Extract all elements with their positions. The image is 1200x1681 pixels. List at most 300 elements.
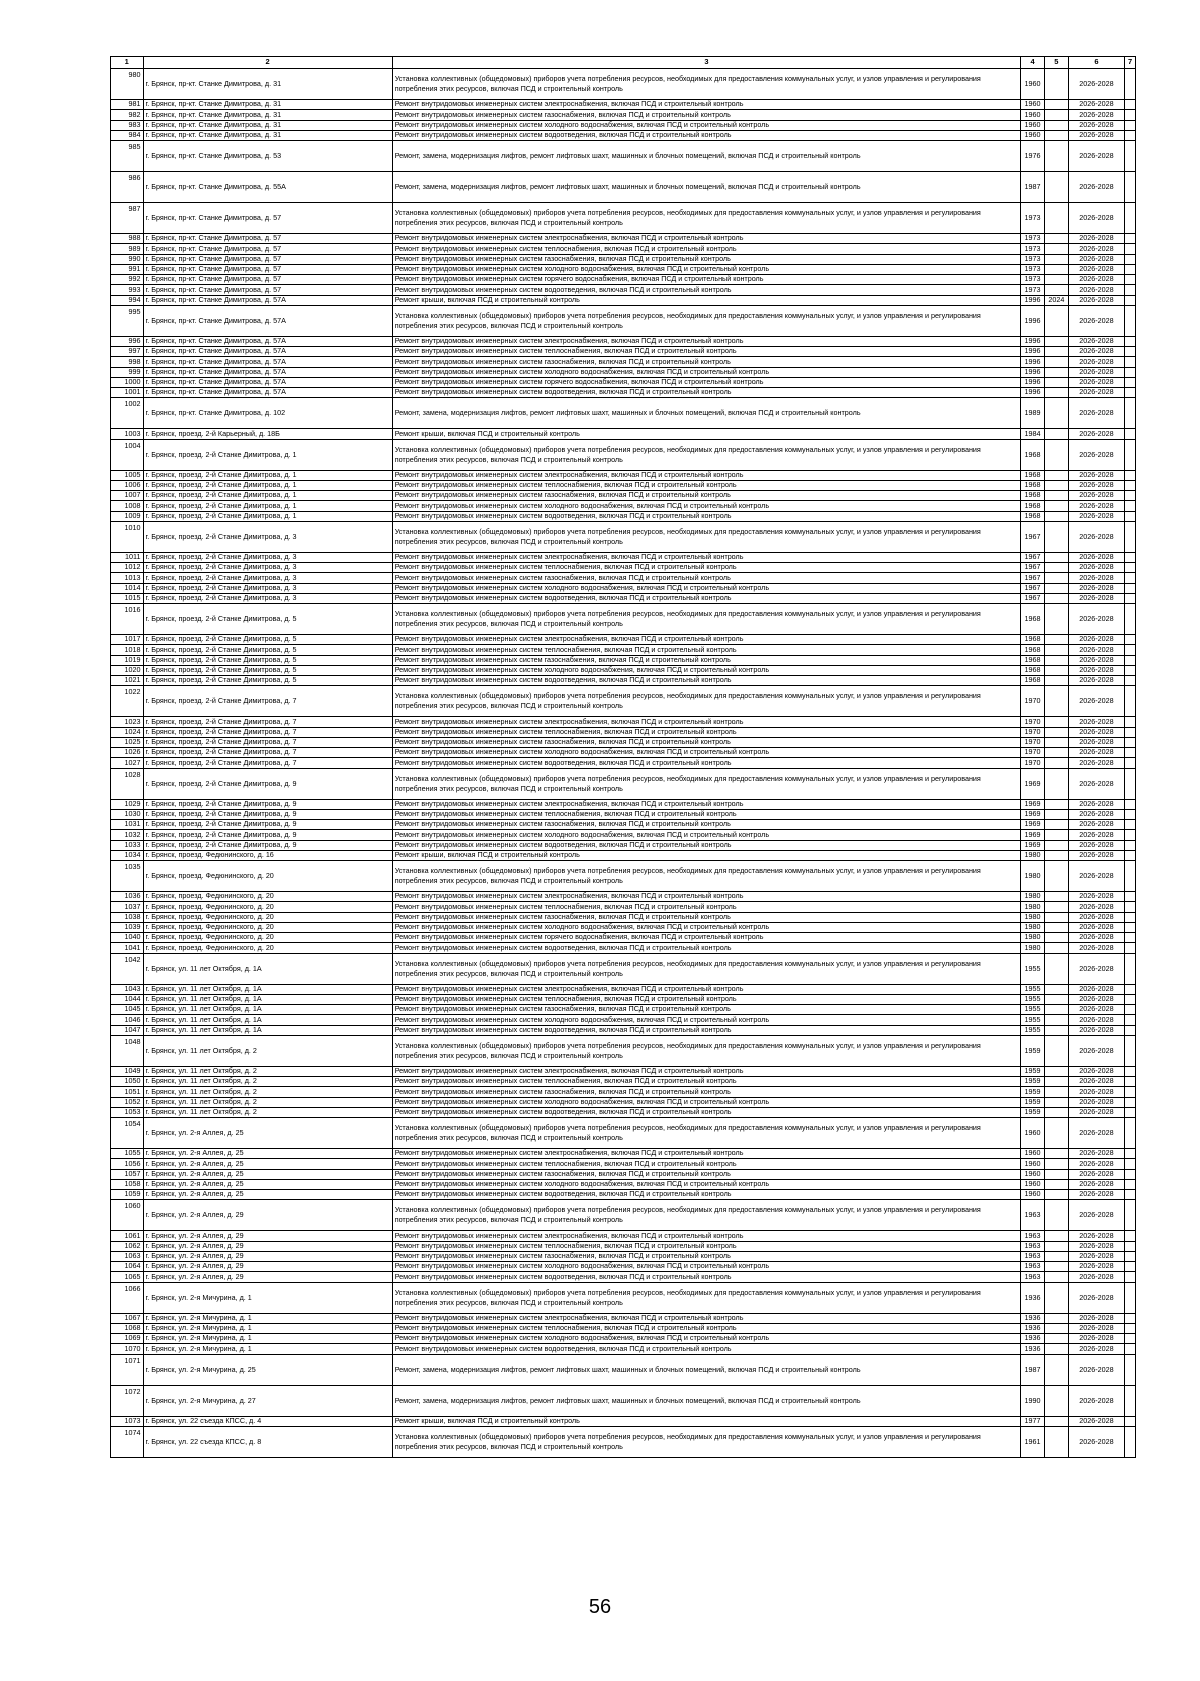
table-row (111, 1426, 1136, 1457)
period-cell: 2026-2028 (1068, 521, 1124, 552)
address-cell: г. Брянск, ул. 2-я Мичурина, д. 1 (143, 1313, 392, 1323)
period-cell: 2026-2028 (1068, 1077, 1124, 1087)
table-row (111, 254, 1136, 264)
period-cell: 2026-2028 (1068, 583, 1124, 593)
extra-cell (1125, 1313, 1136, 1323)
period-cell: 2026-2028 (1068, 1025, 1124, 1035)
period-cell: 2026-2028 (1068, 172, 1124, 203)
extra-cell (1125, 285, 1136, 295)
extra-cell (1125, 573, 1136, 583)
period-cell: 2026-2028 (1068, 943, 1124, 953)
work-type-cell: Ремонт внутридомовых инженерных систем газоснабжения, включая ПСД и строительный контроль (392, 573, 1020, 583)
extra-cell (1125, 480, 1136, 490)
period-cell: 2026-2028 (1068, 470, 1124, 480)
table-row (111, 676, 1136, 686)
last-repair-cell (1044, 809, 1068, 819)
table-row (111, 69, 1136, 100)
period-cell: 2026-2028 (1068, 1149, 1124, 1159)
work-type-cell: Ремонт внутридомовых инженерных систем водоотведения, включая ПСД и строительный контроль (392, 1272, 1020, 1282)
period-cell: 2026-2028 (1068, 275, 1124, 285)
work-type-cell: Установка коллективных (общедомовых) приборов учета потребления ресурсов, необходимых для предоставления коммунальных услуг, и узлов управления и регулирования потребления этих ресурсов, включая ПСД и строительный контроль (392, 953, 1020, 984)
work-type-cell: Ремонт внутридомовых инженерных систем холодного водоснабжения, включая ПСД и строительный контроль (392, 1334, 1020, 1344)
period-cell: 2026-2028 (1068, 635, 1124, 645)
year-cell: 1996 (1021, 305, 1045, 336)
period-cell: 2026-2028 (1068, 892, 1124, 902)
row-number: 1036 (111, 892, 144, 902)
row-number: 983 (111, 120, 144, 130)
table-row (111, 902, 1136, 912)
table-row (111, 1118, 1136, 1149)
address-cell: г. Брянск, пр-кт. Станке Димитрова, д. 53 (143, 141, 392, 172)
address-cell: г. Брянск, проезд. 2-й Станке Димитрова, д. 1 (143, 439, 392, 470)
work-type-cell: Ремонт внутридомовых инженерных систем водоотведения, включая ПСД и строительный контроль (392, 388, 1020, 398)
row-number: 1071 (111, 1354, 144, 1385)
extra-cell (1125, 1066, 1136, 1076)
last-repair-cell (1044, 264, 1068, 274)
period-cell: 2026-2028 (1068, 367, 1124, 377)
row-number: 1000 (111, 377, 144, 387)
year-cell: 1959 (1021, 1107, 1045, 1117)
extra-cell (1125, 737, 1136, 747)
work-type-cell: Ремонт внутридомовых инженерных систем водоотведения, включая ПСД и строительный контроль (392, 943, 1020, 953)
year-cell: 1968 (1021, 665, 1045, 675)
year-cell: 1996 (1021, 357, 1045, 367)
extra-cell (1125, 1323, 1136, 1333)
address-cell: г. Брянск, ул. 11 лет Октября, д. 1А (143, 984, 392, 994)
last-repair-cell (1044, 275, 1068, 285)
table-row (111, 583, 1136, 593)
last-repair-cell (1044, 1005, 1068, 1015)
address-cell: г. Брянск, проезд. 2-й Станке Димитрова, д. 3 (143, 593, 392, 603)
address-cell: г. Брянск, проезд. 2-й Станке Димитрова, д. 5 (143, 676, 392, 686)
last-repair-cell (1044, 110, 1068, 120)
work-type-cell: Ремонт внутридомовых инженерных систем электроснабжения, включая ПСД и строительный контроль (392, 984, 1020, 994)
extra-cell (1125, 953, 1136, 984)
row-number: 995 (111, 305, 144, 336)
extra-cell (1125, 1272, 1136, 1282)
table-row (111, 357, 1136, 367)
address-cell: г. Брянск, ул. 11 лет Октября, д. 2 (143, 1087, 392, 1097)
work-type-cell: Ремонт внутридомовых инженерных систем водоотведения, включая ПСД и строительный контроль (392, 1190, 1020, 1200)
period-cell: 2026-2028 (1068, 398, 1124, 429)
row-number: 981 (111, 100, 144, 110)
row-number: 1009 (111, 511, 144, 521)
address-cell: г. Брянск, ул. 11 лет Октября, д. 2 (143, 1097, 392, 1107)
extra-cell (1125, 511, 1136, 521)
address-cell: г. Брянск, проезд. 2-й Станке Димитрова, д. 9 (143, 820, 392, 830)
row-number: 1059 (111, 1190, 144, 1200)
table-row (111, 635, 1136, 645)
row-number: 1018 (111, 645, 144, 655)
address-cell: г. Брянск, пр-кт. Станке Димитрова, д. 57 (143, 244, 392, 254)
work-type-cell: Ремонт внутридомовых инженерных систем холодного водоснабжения, включая ПСД и строительный контроль (392, 1262, 1020, 1272)
table-row (111, 203, 1136, 234)
year-cell: 1968 (1021, 645, 1045, 655)
period-cell: 2026-2028 (1068, 1385, 1124, 1416)
last-repair-cell (1044, 1035, 1068, 1066)
period-cell: 2026-2028 (1068, 1344, 1124, 1354)
work-type-cell: Ремонт внутридомовых инженерных систем теплоснабжения, включая ПСД и строительный контроль (392, 1077, 1020, 1087)
address-cell: г. Брянск, проезд. Федюнинского, д. 20 (143, 933, 392, 943)
address-cell: г. Брянск, проезд. 2-й Станке Димитрова, д. 9 (143, 830, 392, 840)
row-number: 982 (111, 110, 144, 120)
work-type-cell: Ремонт внутридомовых инженерных систем теплоснабжения, включая ПСД и строительный контроль (392, 727, 1020, 737)
period-cell: 2026-2028 (1068, 1118, 1124, 1149)
year-cell: 1960 (1021, 1159, 1045, 1169)
address-cell: г. Брянск, проезд. Федюнинского, д. 20 (143, 922, 392, 932)
row-number: 1055 (111, 1149, 144, 1159)
address-cell: г. Брянск, пр-кт. Станке Димитрова, д. 57А (143, 367, 392, 377)
year-cell: 1955 (1021, 953, 1045, 984)
row-number: 1052 (111, 1097, 144, 1107)
table-row (111, 511, 1136, 521)
column-header: 7 (1125, 57, 1136, 69)
year-cell: 1963 (1021, 1241, 1045, 1251)
work-type-cell: Ремонт внутридомовых инженерных систем водоотведения, включая ПСД и строительный контроль (392, 285, 1020, 295)
header-row (111, 57, 1136, 69)
address-cell: г. Брянск, проезд. 2-й Станке Димитрова, д. 3 (143, 552, 392, 562)
row-number: 1001 (111, 388, 144, 398)
address-cell: г. Брянск, ул. 2-я Аллея, д. 25 (143, 1159, 392, 1169)
extra-cell (1125, 1025, 1136, 1035)
work-type-cell: Ремонт внутридомовых инженерных систем горячего водоснабжения, включая ПСД и строительный контроль (392, 377, 1020, 387)
address-cell: г. Брянск, проезд. 2-й Станке Димитрова, д. 7 (143, 748, 392, 758)
column-header: 4 (1021, 57, 1045, 69)
period-cell: 2026-2028 (1068, 717, 1124, 727)
address-cell: г. Брянск, ул. 11 лет Октября, д. 1А (143, 1015, 392, 1025)
period-cell: 2026-2028 (1068, 655, 1124, 665)
register-table-wrapper (110, 56, 1136, 1458)
row-number: 987 (111, 203, 144, 234)
row-number: 1067 (111, 1313, 144, 1323)
work-type-cell: Ремонт внутридомовых инженерных систем газоснабжения, включая ПСД и строительный контроль (392, 1087, 1020, 1097)
year-cell: 1973 (1021, 203, 1045, 234)
work-type-cell: Ремонт внутридомовых инженерных систем газоснабжения, включая ПСД и строительный контроль (392, 912, 1020, 922)
address-cell: г. Брянск, проезд. 2-й Станке Димитрова, д. 9 (143, 799, 392, 809)
address-cell: г. Брянск, проезд. 2-й Станке Димитрова, д. 1 (143, 480, 392, 490)
address-cell: г. Брянск, проезд. 2-й Станке Димитрова, д. 5 (143, 655, 392, 665)
extra-cell (1125, 1385, 1136, 1416)
year-cell: 1996 (1021, 388, 1045, 398)
period-cell: 2026-2028 (1068, 552, 1124, 562)
row-number: 1069 (111, 1334, 144, 1344)
year-cell: 1955 (1021, 994, 1045, 1004)
row-number: 1056 (111, 1159, 144, 1169)
period-cell: 2026-2028 (1068, 511, 1124, 521)
row-number: 1016 (111, 604, 144, 635)
row-number: 1062 (111, 1241, 144, 1251)
work-type-cell: Ремонт внутридомовых инженерных систем водоотведения, включая ПСД и строительный контроль (392, 676, 1020, 686)
work-type-cell: Ремонт внутридомовых инженерных систем теплоснабжения, включая ПСД и строительный контроль (392, 1159, 1020, 1169)
extra-cell (1125, 922, 1136, 932)
work-type-cell: Ремонт внутридомовых инженерных систем теплоснабжения, включая ПСД и строительный контроль (392, 809, 1020, 819)
period-cell: 2026-2028 (1068, 1097, 1124, 1107)
table-row (111, 573, 1136, 583)
work-type-cell: Ремонт внутридомовых инженерных систем электроснабжения, включая ПСД и строительный контроль (392, 799, 1020, 809)
last-repair-cell (1044, 676, 1068, 686)
period-cell: 2026-2028 (1068, 809, 1124, 819)
period-cell: 2026-2028 (1068, 1200, 1124, 1231)
work-type-cell: Ремонт внутридомовых инженерных систем теплоснабжения, включая ПСД и строительный контроль (392, 480, 1020, 490)
row-number: 1022 (111, 686, 144, 717)
row-number: 1065 (111, 1272, 144, 1282)
period-cell: 2026-2028 (1068, 1354, 1124, 1385)
address-cell: г. Брянск, пр-кт. Станке Димитрова, д. 102 (143, 398, 392, 429)
table-row (111, 1272, 1136, 1282)
year-cell: 1967 (1021, 563, 1045, 573)
work-type-cell: Ремонт внутридомовых инженерных систем водоотведения, включая ПСД и строительный контроль (392, 1025, 1020, 1035)
row-number: 984 (111, 130, 144, 140)
table-row (111, 933, 1136, 943)
extra-cell (1125, 172, 1136, 203)
address-cell: г. Брянск, проезд. 2-й Станке Димитрова, д. 1 (143, 470, 392, 480)
period-cell: 2026-2028 (1068, 604, 1124, 635)
table-row (111, 830, 1136, 840)
year-cell: 1970 (1021, 748, 1045, 758)
work-type-cell: Ремонт, замена, модернизация лифтов, ремонт лифтовых шахт, машинных и блочных помещений, включая ПСД и строительный контроль (392, 398, 1020, 429)
address-cell: г. Брянск, ул. 2-я Мичурина, д. 1 (143, 1323, 392, 1333)
period-cell: 2026-2028 (1068, 295, 1124, 305)
work-type-cell: Ремонт внутридомовых инженерных систем холодного водоснабжения, включая ПСД и строительный контроль (392, 583, 1020, 593)
period-cell: 2026-2028 (1068, 377, 1124, 387)
year-cell: 1967 (1021, 573, 1045, 583)
table-row (111, 110, 1136, 120)
period-cell: 2026-2028 (1068, 593, 1124, 603)
table-row (111, 1025, 1136, 1035)
year-cell: 1955 (1021, 1015, 1045, 1025)
work-type-cell: Ремонт внутридомовых инженерных систем водоотведения, включая ПСД и строительный контроль (392, 1107, 1020, 1117)
year-cell: 1973 (1021, 285, 1045, 295)
address-cell: г. Брянск, пр-кт. Станке Димитрова, д. 31 (143, 110, 392, 120)
row-number: 1017 (111, 635, 144, 645)
period-cell: 2026-2028 (1068, 141, 1124, 172)
work-type-cell: Ремонт внутридомовых инженерных систем электроснабжения, включая ПСД и строительный контроль (392, 1066, 1020, 1076)
row-number: 1025 (111, 737, 144, 747)
last-repair-cell (1044, 994, 1068, 1004)
extra-cell (1125, 809, 1136, 819)
extra-cell (1125, 1159, 1136, 1169)
extra-cell (1125, 645, 1136, 655)
work-type-cell: Установка коллективных (общедомовых) приборов учета потребления ресурсов, необходимых для предоставления коммунальных услуг, и узлов управления и регулирования потребления этих ресурсов, включая ПСД и строительный контроль (392, 861, 1020, 892)
period-cell: 2026-2028 (1068, 357, 1124, 367)
last-repair-cell (1044, 830, 1068, 840)
row-number: 1044 (111, 994, 144, 1004)
work-type-cell: Ремонт внутридомовых инженерных систем холодного водоснабжения, включая ПСД и строительный контроль (392, 748, 1020, 758)
extra-cell (1125, 110, 1136, 120)
table-row (111, 665, 1136, 675)
table-row (111, 1262, 1136, 1272)
extra-cell (1125, 377, 1136, 387)
row-number: 1035 (111, 861, 144, 892)
last-repair-cell (1044, 768, 1068, 799)
extra-cell (1125, 501, 1136, 511)
extra-cell (1125, 1190, 1136, 1200)
extra-cell (1125, 799, 1136, 809)
address-cell: г. Брянск, пр-кт. Станке Димитрова, д. 55А (143, 172, 392, 203)
extra-cell (1125, 100, 1136, 110)
row-number: 997 (111, 347, 144, 357)
period-cell: 2026-2028 (1068, 1272, 1124, 1282)
last-repair-cell (1044, 686, 1068, 717)
table-row (111, 1334, 1136, 1344)
address-cell: г. Брянск, проезд. Федюнинского, д. 16 (143, 850, 392, 860)
row-number: 985 (111, 141, 144, 172)
address-cell: г. Брянск, пр-кт. Станке Димитрова, д. 31 (143, 100, 392, 110)
last-repair-cell (1044, 727, 1068, 737)
last-repair-cell (1044, 563, 1068, 573)
year-cell: 1963 (1021, 1200, 1045, 1231)
year-cell: 1936 (1021, 1313, 1045, 1323)
year-cell: 1969 (1021, 820, 1045, 830)
year-cell: 1960 (1021, 130, 1045, 140)
year-cell: 1987 (1021, 172, 1045, 203)
last-repair-cell (1044, 1426, 1068, 1457)
row-number: 1030 (111, 809, 144, 819)
work-type-cell: Ремонт внутридомовых инженерных систем водоотведения, включая ПСД и строительный контроль (392, 758, 1020, 768)
extra-cell (1125, 850, 1136, 860)
year-cell: 1960 (1021, 1169, 1045, 1179)
year-cell: 1955 (1021, 984, 1045, 994)
work-type-cell: Ремонт внутридомовых инженерных систем водоотведения, включая ПСД и строительный контроль (392, 511, 1020, 521)
extra-cell (1125, 892, 1136, 902)
period-cell: 2026-2028 (1068, 1179, 1124, 1189)
last-repair-cell (1044, 1251, 1068, 1261)
period-cell: 2026-2028 (1068, 336, 1124, 346)
period-cell: 2026-2028 (1068, 1005, 1124, 1015)
period-cell: 2026-2028 (1068, 984, 1124, 994)
year-cell: 1960 (1021, 100, 1045, 110)
extra-cell (1125, 234, 1136, 244)
last-repair-cell (1044, 1334, 1068, 1344)
work-type-cell: Ремонт внутридомовых инженерных систем электроснабжения, включая ПСД и строительный контроль (392, 336, 1020, 346)
column-header: 2 (143, 57, 392, 69)
row-number: 991 (111, 264, 144, 274)
last-repair-cell (1044, 439, 1068, 470)
work-type-cell: Установка коллективных (общедомовых) приборов учета потребления ресурсов, необходимых для предоставления коммунальных услуг, и узлов управления и регулирования потребления этих ресурсов, включая ПСД и строительный контроль (392, 604, 1020, 635)
period-cell: 2026-2028 (1068, 234, 1124, 244)
row-number: 1050 (111, 1077, 144, 1087)
period-cell: 2026-2028 (1068, 1190, 1124, 1200)
table-row (111, 234, 1136, 244)
last-repair-cell (1044, 1025, 1068, 1035)
last-repair-cell (1044, 850, 1068, 860)
period-cell: 2026-2028 (1068, 953, 1124, 984)
last-repair-cell (1044, 130, 1068, 140)
year-cell: 1980 (1021, 922, 1045, 932)
work-type-cell: Ремонт внутридомовых инженерных систем электроснабжения, включая ПСД и строительный контроль (392, 717, 1020, 727)
work-type-cell: Ремонт внутридомовых инженерных систем газоснабжения, включая ПСД и строительный контроль (392, 1251, 1020, 1261)
period-cell: 2026-2028 (1068, 902, 1124, 912)
year-cell: 1960 (1021, 1149, 1045, 1159)
year-cell: 1968 (1021, 655, 1045, 665)
period-cell: 2026-2028 (1068, 264, 1124, 274)
year-cell: 1996 (1021, 367, 1045, 377)
row-number: 998 (111, 357, 144, 367)
work-type-cell: Ремонт внутридомовых инженерных систем электроснабжения, включая ПСД и строительный контроль (392, 470, 1020, 480)
work-type-cell: Установка коллективных (общедомовых) приборов учета потребления ресурсов, необходимых для предоставления коммунальных услуг, и узлов управления и регулирования потребления этих ресурсов, включая ПСД и строительный контроль (392, 305, 1020, 336)
table-row (111, 480, 1136, 490)
row-number: 1032 (111, 830, 144, 840)
extra-cell (1125, 563, 1136, 573)
extra-cell (1125, 336, 1136, 346)
table-row (111, 491, 1136, 501)
table-row (111, 850, 1136, 860)
row-number: 1063 (111, 1251, 144, 1261)
last-repair-cell (1044, 1323, 1068, 1333)
table-row (111, 1323, 1136, 1333)
address-cell: г. Брянск, ул. 2-я Мичурина, д. 1 (143, 1334, 392, 1344)
row-number: 986 (111, 172, 144, 203)
work-type-cell: Ремонт внутридомовых инженерных систем газоснабжения, включая ПСД и строительный контроль (392, 1169, 1020, 1179)
row-number: 1028 (111, 768, 144, 799)
column-header: 6 (1068, 57, 1124, 69)
work-type-cell: Установка коллективных (общедомовых) приборов учета потребления ресурсов, необходимых для предоставления коммунальных услуг, и узлов управления и регулирования потребления этих ресурсов, включая ПСД и строительный контроль (392, 1035, 1020, 1066)
period-cell: 2026-2028 (1068, 912, 1124, 922)
address-cell: г. Брянск, пр-кт. Станке Димитрова, д. 57А (143, 357, 392, 367)
row-number: 1004 (111, 439, 144, 470)
year-cell: 1996 (1021, 295, 1045, 305)
address-cell: г. Брянск, проезд. 2-й Станке Димитрова, д. 1 (143, 511, 392, 521)
column-header: 1 (111, 57, 144, 69)
capital-repair-table (110, 56, 1136, 1458)
last-repair-cell (1044, 244, 1068, 254)
last-repair-cell (1044, 1015, 1068, 1025)
extra-cell (1125, 1354, 1136, 1385)
period-cell: 2026-2028 (1068, 439, 1124, 470)
extra-cell (1125, 994, 1136, 1004)
row-number: 1041 (111, 943, 144, 953)
address-cell: г. Брянск, пр-кт. Станке Димитрова, д. 57А (143, 377, 392, 387)
address-cell: г. Брянск, проезд. 2-й Станке Димитрова, д. 1 (143, 501, 392, 511)
year-cell: 1969 (1021, 809, 1045, 819)
work-type-cell: Ремонт внутридомовых инженерных систем электроснабжения, включая ПСД и строительный контроль (392, 892, 1020, 902)
extra-cell (1125, 398, 1136, 429)
year-cell: 1959 (1021, 1035, 1045, 1066)
table-row (111, 347, 1136, 357)
work-type-cell: Ремонт, замена, модернизация лифтов, ремонт лифтовых шахт, машинных и блочных помещений, включая ПСД и строительный контроль (392, 1385, 1020, 1416)
period-cell: 2026-2028 (1068, 727, 1124, 737)
table-row (111, 1005, 1136, 1015)
address-cell: г. Брянск, проезд. Федюнинского, д. 20 (143, 912, 392, 922)
last-repair-cell (1044, 470, 1068, 480)
year-cell: 1968 (1021, 501, 1045, 511)
table-row (111, 398, 1136, 429)
table-row (111, 953, 1136, 984)
year-cell: 1969 (1021, 768, 1045, 799)
last-repair-cell (1044, 388, 1068, 398)
extra-cell (1125, 1344, 1136, 1354)
extra-cell (1125, 1179, 1136, 1189)
work-type-cell: Ремонт крыши, включая ПСД и строительный контроль (392, 295, 1020, 305)
last-repair-cell (1044, 1282, 1068, 1313)
period-cell: 2026-2028 (1068, 120, 1124, 130)
year-cell: 1963 (1021, 1231, 1045, 1241)
year-cell: 1955 (1021, 1025, 1045, 1035)
extra-cell (1125, 686, 1136, 717)
year-cell: 1973 (1021, 234, 1045, 244)
period-cell: 2026-2028 (1068, 758, 1124, 768)
year-cell: 1968 (1021, 439, 1045, 470)
extra-cell (1125, 264, 1136, 274)
table-row (111, 563, 1136, 573)
period-cell: 2026-2028 (1068, 933, 1124, 943)
work-type-cell: Ремонт внутридомовых инженерных систем газоснабжения, включая ПСД и строительный контроль (392, 1005, 1020, 1015)
year-cell: 1968 (1021, 635, 1045, 645)
extra-cell (1125, 491, 1136, 501)
period-cell: 2026-2028 (1068, 305, 1124, 336)
table-row (111, 1015, 1136, 1025)
year-cell: 1959 (1021, 1066, 1045, 1076)
